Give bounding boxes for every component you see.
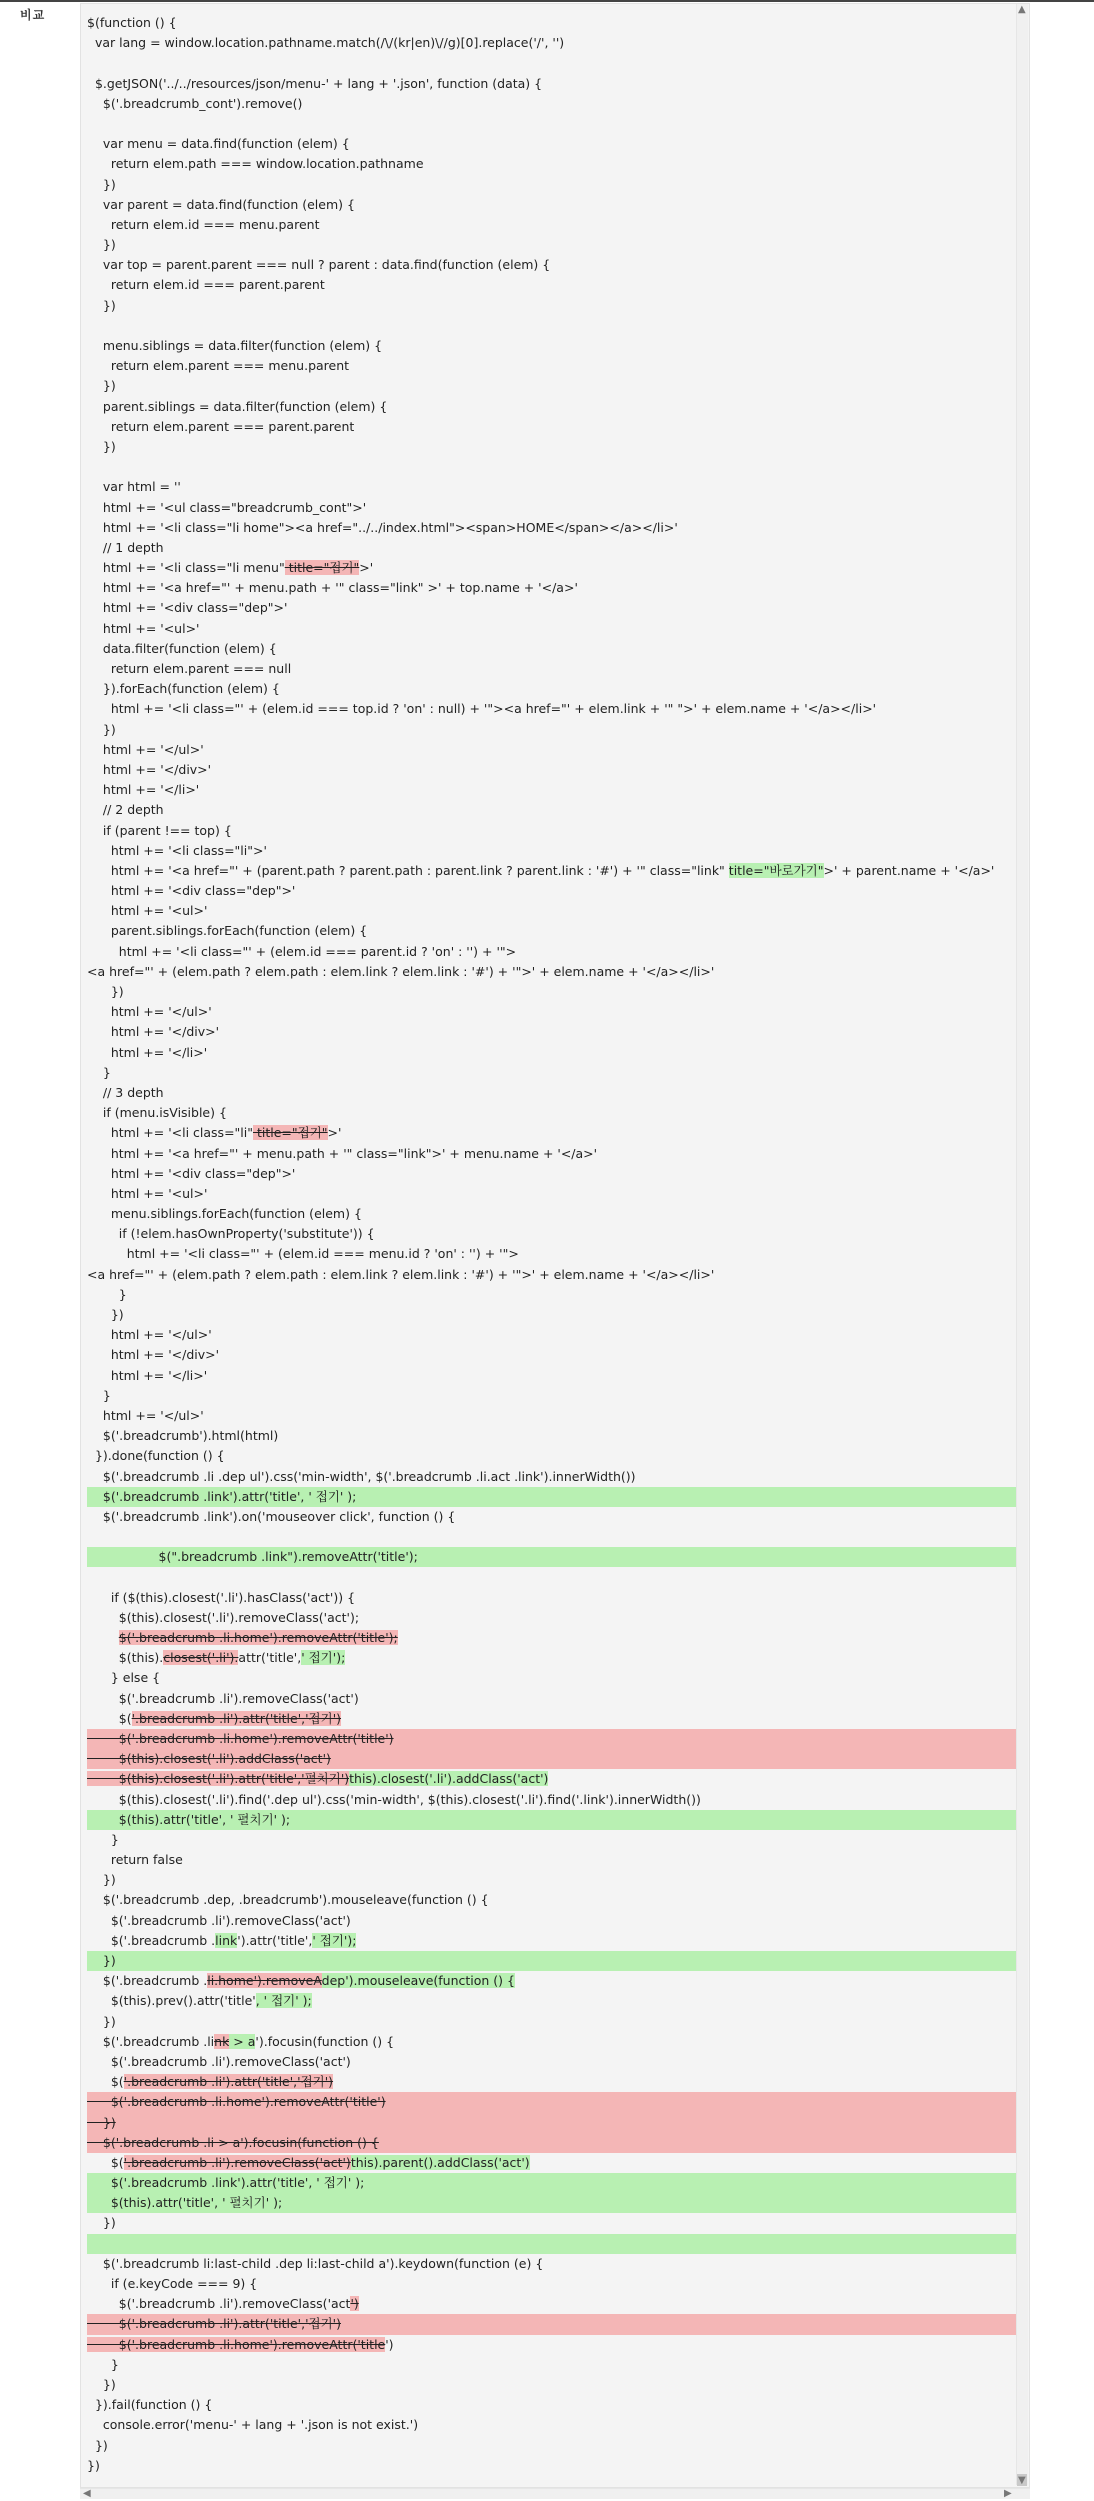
inserted-text: $(".breadcrumb .link").removeAttr('title'); [87,1549,418,1565]
code-text: $(this).prev().attr('title' [87,1993,256,2009]
code-line [87,659,1023,679]
deleted-text: }) [87,2114,116,2130]
code-line [87,1224,1023,1244]
code-text: html += '</div>' [87,1347,220,1363]
code-text: } [87,1286,127,1302]
code-line [87,1648,1023,1668]
code-line [87,1285,1023,1305]
code-text: html += '<li class="li menu" [87,560,285,576]
code-line [87,2213,1023,2233]
inserted-text: ); [347,1932,357,1948]
code-text: <a href="' + (elem.path ? elem.path : elem.link ? elem.link : '#') + '">' + elem.name + '</a></li>' [87,963,715,979]
code-line [87,1103,1023,1123]
code-text: } [87,1831,119,1847]
deleted-text: '.breadcrumb .li').removeClass('act') [123,2154,351,2170]
code-line [87,1325,1023,1345]
code-text: $('.breadcrumb .li [87,2033,215,2049]
inserted-text: this).closest('.li').addClass('act') [349,1771,549,1787]
code-line [87,1749,1023,1769]
code-line [87,1083,1023,1103]
code-text: }) [87,721,116,737]
code-text: } else { [87,1670,161,1686]
code-text: html += '</ul>' [87,741,204,757]
code-line [87,901,1023,921]
code-line [87,699,1023,719]
code-text: }) [87,2013,116,2029]
code-line [87,1951,1023,1971]
code-line [87,2375,1023,2395]
code-line [87,821,1023,841]
code-line [87,578,1023,598]
inserted-text: ' 접기' [301,1650,337,1666]
code-text: }) [87,2437,108,2453]
code-line [87,558,1023,578]
scroll-up-icon[interactable]: ▲ [1018,4,1026,15]
code-text: return elem.parent === parent.parent [87,418,355,434]
inserted-text: link [215,1932,238,1948]
code-text: if ($(this).closest('.li').hasClass('act')) { [87,1589,356,1605]
code-line [87,1164,1023,1184]
code-line [87,1244,1023,1264]
code-line [87,255,1023,275]
code-text: return elem.id === parent.parent [87,277,325,293]
scroll-right-icon[interactable]: ▶ [1004,2488,1012,2499]
code-line [87,1628,1023,1648]
inserted-text: dep').mouseleave(function () { [321,1973,515,1989]
inserted-text: $('.breadcrumb .link').attr('title', ' 접기' ); [87,2175,365,2191]
code-text: ').focusin(function () { [255,2033,395,2049]
code-text: $(function () { [87,15,177,30]
code-text: html += '<ul>' [87,1185,208,1201]
code-text: $(this). [87,1650,164,1666]
code-line [87,2092,1023,2112]
deleted-text: $('.breadcrumb .li').attr('title','접기') [87,2316,341,2332]
code-text: $('.breadcrumb .li').removeClass('act') [87,1912,351,1928]
code-line [87,13,1023,33]
code-line [87,2415,1023,2435]
code-line [87,1043,1023,1063]
code-line [87,215,1023,235]
code-text: // 1 depth [87,539,164,555]
code-line [87,1386,1023,1406]
code-line [87,53,1023,73]
code-line [87,1709,1023,1729]
code-text: html += '<ul class="breadcrumb_cont">' [87,499,367,515]
deleted-text: li.home').removeA [207,1973,322,1989]
code-line [87,1790,1023,1810]
code-line [87,154,1023,174]
code-line [87,2436,1023,2456]
deleted-text: $('.breadcrumb .li.home').removeAttr('title') [87,1730,394,1746]
code-text: $('.breadcrumb').html(html) [87,1428,279,1444]
code-text: html += '<a href="' + (parent.path ? parent.path : parent.link ? parent.link : '#') + '" class="link" [87,862,729,878]
code-text: }) [87,176,116,192]
code-line [87,1144,1023,1164]
code-line [87,1971,1023,1991]
code-text: var menu = data.find(function (elem) { [87,136,350,152]
code-line [87,275,1023,295]
code-text: ') [385,2336,394,2352]
code-line [87,1487,1023,1507]
deleted-text: title="접기" [253,1125,328,1141]
code-line [87,1870,1023,1890]
code-text: return elem.parent === menu.parent [87,358,350,374]
code-line [87,518,1023,538]
deleted-text: $('.breadcrumb .li.home').removeAttr('title') [87,2094,386,2110]
vertical-scrollbar[interactable] [1016,4,1028,2485]
code-text: html += '</div>' [87,1024,220,1040]
code-line [87,134,1023,154]
code-line [87,2113,1023,2133]
code-line [87,1507,1023,1527]
inserted-text: $(this).attr('title', ' 펼치기' ); [87,2195,283,2211]
code-line [87,336,1023,356]
code-line [87,2072,1023,2092]
code-text: html += '<div class="dep">' [87,1165,296,1181]
code-text: if (!elem.hasOwnProperty('substitute')) { [87,1226,375,1242]
code-text: }) [87,438,116,454]
code-text: }) [87,297,116,313]
code-text: return elem.path === window.location.pathname [87,156,424,172]
code-line [87,2193,1023,2213]
code-text: menu.siblings.forEach(function (elem) { [87,1206,362,1222]
code-text: $(this).closest('.li').find('.dep ul').css('min-width', $(this).closest('.li').find('.link').innerWidth()) [87,1791,701,1807]
code-text: html += '</li>' [87,1044,208,1060]
code-line [87,2012,1023,2032]
code-text: }) [87,237,116,253]
code-line [87,1063,1023,1083]
code-line [87,2294,1023,2314]
code-text: $('.breadcrumb .link').on('mouseover click', function () { [87,1508,456,1524]
code-text: }) [87,2457,100,2473]
code-text: html += '<ul>' [87,903,208,919]
code-text: // 3 depth [87,1084,164,1100]
code-text: $('.breadcrumb .li').removeClass('act [87,2296,351,2312]
code-text: }) [87,1307,124,1322]
code-line [87,841,1023,861]
code-text: html += '<li class="' + (elem.id === top.id ? 'on' : null) + '"><a href="' + elem.link + '" ">' + elem.name + '</a></li>' [87,701,877,717]
code-line [87,296,1023,316]
code-line [87,1022,1023,1042]
code-line [87,2032,1023,2052]
deleted-text: title="접기" [284,560,360,576]
code-text: html += '</ul>' [87,1004,212,1020]
inserted-text: ' 접기' [312,1932,348,1948]
code-text: console.error('menu-' + lang + '.json is not exist.') [87,2417,419,2433]
code-text: $('.breadcrumb . [87,1932,216,1948]
code-text: $('.breadcrumb_cont').remove() [87,95,303,111]
code-text: >' [359,560,374,576]
code-text: $.getJSON('../../resources/json/menu-' + lang + '.json', function (data) { [87,75,543,91]
code-line [87,639,1023,659]
deleted-text: $('.breadcrumb .li.home').removeAttr('title [87,2336,386,2352]
code-line [87,780,1023,800]
code-text: var top = parent.parent === null ? parent : data.find(function (elem) { [87,257,551,273]
code-line [87,921,1023,941]
code-text: }) [87,984,124,999]
code-text: $( [87,2074,124,2090]
code-line [87,1567,1023,1587]
code-text: html += '<li class="li" [87,1125,253,1141]
code-text: }) [87,378,116,394]
code-line [87,881,1023,901]
code-text: html += '</ul>' [87,1407,204,1423]
code-line [87,1890,1023,1910]
code-line [87,538,1023,558]
code-text: if (menu.isVisible) { [87,1105,227,1121]
code-text: html += '<li class="' + (elem.id === menu.id ? 'on' : '') + '"> [87,1246,519,1262]
code-text: } [87,1064,111,1080]
deleted-text: $(this).closest('.li').addClass('act') [87,1751,331,1767]
code-text: }) [87,2215,116,2231]
code-text: $( [87,1710,132,1726]
code-line [87,1729,1023,1749]
code-line [87,1931,1023,1951]
inserted-text [87,2236,95,2251]
code-text: $('.breadcrumb . [87,1973,208,1989]
code-line [87,619,1023,639]
code-text: html += '<a href="' + menu.path + '" class="link" >' + top.name + '</a>' [87,580,578,596]
code-line [87,598,1023,618]
inserted-text: }) [87,1953,116,1968]
code-text: >' [327,1125,342,1141]
code-line [87,2355,1023,2375]
code-line [87,235,1023,255]
code-text: $('.breadcrumb .li').removeClass('act') [87,2053,351,2069]
code-text: menu.siblings = data.filter(function (elem) { [87,338,383,353]
code-text: html += '</li>' [87,1367,208,1383]
code-text: ').attr('title', [237,1932,313,1948]
code-text: $( [87,2154,124,2170]
horizontal-scrollbar[interactable] [80,2488,1030,2499]
code-line [87,195,1023,215]
deleted-text: '.breadcrumb .li').attr('title','접기') [131,1710,342,1726]
code-line [87,2153,1023,2173]
diff-code-panel[interactable] [80,3,1030,2488]
code-text: // 2 depth [87,802,164,818]
code-line [87,114,1023,134]
code-text: attr('title', [238,1650,302,1666]
code-line [87,437,1023,457]
deleted-text: $('.breadcrumb .li.home').removeAttr('title'); [118,1630,398,1645]
code-text: }).fail(function () { [87,2397,213,2413]
code-text: $('.breadcrumb .li').removeClass('act') [87,1690,359,1706]
code-text: }).forEach(function (elem) { [87,681,280,697]
code-text: $(this).closest('.li').removeClass('act'); [87,1609,360,1625]
code-line [87,2052,1023,2072]
deleted-text: $('.breadcrumb .li > a').focusin(function () { [87,2134,379,2150]
code-line [87,1467,1023,1487]
code-line [87,861,1023,881]
code-text: parent.siblings = data.filter(function (elem) { [87,398,388,414]
code-line [87,800,1023,820]
scroll-left-icon[interactable]: ◀ [83,2488,91,2499]
code-block [87,13,1023,2476]
code-text: html += '<ul>' [87,620,200,636]
code-text: if (parent !== top) { [87,822,232,838]
code-text: if (e.keyCode === 9) { [87,2276,258,2291]
code-line [87,1184,1023,1204]
code-text: $('.breadcrumb li:last-child .dep li:last-child a').keydown(function (e) { [87,2255,544,2271]
code-line [87,1850,1023,1870]
code-line [87,417,1023,437]
code-line [87,2395,1023,2415]
code-line [87,356,1023,376]
code-line [87,1002,1023,1022]
code-text: var lang = window.location.pathname.match(/\/(kr|en)\//g)[0].replace('/', '') [87,35,565,51]
code-text: html += '</ul>' [87,1327,212,1343]
code-text: return elem.parent === null [87,661,292,676]
code-line [87,2314,1023,2334]
inserted-text: , ' 접기' ); [255,1993,312,2009]
code-line [87,316,1023,336]
code-text: html += '</li>' [87,782,200,798]
deleted-text: closest('.li'). [163,1650,239,1666]
code-line [87,1608,1023,1628]
code-text: >' + parent.name + '</a>' [823,862,995,878]
inserted-text: title="바로가기" [728,862,824,878]
code-line [87,1123,1023,1143]
code-line [87,1547,1023,1567]
code-text: html += '<div class="dep">' [87,600,288,616]
code-line [87,1810,1023,1830]
scroll-down-icon[interactable]: ▼ [1018,2475,1026,2486]
code-text: } [87,1387,111,1403]
code-text: return elem.id === menu.parent [87,216,320,232]
code-line [87,33,1023,53]
code-line [87,498,1023,518]
code-line [87,1911,1023,1931]
code-line [87,2274,1023,2294]
inserted-text: $('.breadcrumb .link').attr('title', ' 접기' ); [87,1488,357,1504]
code-text: }) [87,1872,116,1888]
code-line [87,2234,1023,2254]
code-line [87,982,1023,1002]
code-line [87,1991,1023,2011]
code-line [87,1345,1023,1365]
code-text: return false [87,1852,183,1868]
code-line [87,1366,1023,1386]
code-text: parent.siblings.forEach(function (elem) { [87,923,368,939]
code-line [87,376,1023,396]
code-text: data.filter(function (elem) { [87,640,277,656]
code-line [87,94,1023,114]
code-text: html += '</div>' [87,761,212,777]
code-line [87,740,1023,760]
code-text: }) [87,2376,116,2392]
code-line [87,1689,1023,1709]
code-line [87,942,1023,962]
inserted-text: ); [336,1650,346,1666]
deleted-text: $(this).closest('.li').attr('title','펼치기') [87,1771,350,1787]
deleted-text: '.breadcrumb .li').attr('title','접기') [123,2074,334,2090]
code-line [87,2456,1023,2476]
code-line [87,1668,1023,1688]
code-line [87,962,1023,982]
code-text: html += '<li class="li">' [87,842,267,858]
code-line [87,175,1023,195]
code-text: html += '<li class="li home"><a href="../../index.html"><span>HOME</span></a></li>' [87,519,678,535]
code-line [87,760,1023,780]
code-text: } [87,2356,119,2372]
code-text: var parent = data.find(function (elem) { [87,196,355,212]
code-text: html += '<li class="' + (elem.id === parent.id ? 'on' : '') + '"> [87,943,517,959]
code-line [87,2133,1023,2153]
code-line [87,2335,1023,2355]
code-text: html += '<a href="' + menu.path + '" class="link">' + menu.name + '</a>' [87,1145,598,1161]
deleted-text: nk [214,2033,230,2049]
code-text: var html = '' [87,479,181,495]
code-line [87,1588,1023,1608]
code-line [87,1769,1023,1789]
code-line [87,679,1023,699]
code-line [87,397,1023,417]
code-line [87,2254,1023,2274]
inserted-text: this).parent().addClass('act') [350,2154,530,2170]
deleted-text: ') [350,2296,359,2312]
code-line [87,74,1023,94]
code-line [87,1204,1023,1224]
inserted-text: > a [229,2033,256,2049]
code-line [87,1446,1023,1466]
code-text: <a href="' + (elem.path ? elem.path : elem.link ? elem.link : '#') + '">' + elem.name + '</a></li>' [87,1266,715,1282]
code-text: html += '<div class="dep">' [87,883,296,899]
code-line [87,2173,1023,2193]
code-line [87,1830,1023,1850]
code-line [87,1305,1023,1325]
code-line [87,457,1023,477]
code-text: $('.breadcrumb .li .dep ul').css('min-width', $('.breadcrumb .li.act .link').innerWidth()) [87,1468,636,1484]
code-text: $('.breadcrumb .dep, .breadcrumb').mouseleave(function () { [87,1892,489,1908]
code-line [87,477,1023,497]
code-text [87,1630,119,1645]
code-text: }).done(function () { [87,1448,225,1464]
code-line [87,1426,1023,1446]
code-line [87,1265,1023,1285]
compare-label: 비교 [20,8,46,22]
code-line [87,1406,1023,1426]
top-border [0,0,1094,2]
inserted-text: $(this).attr('title', ' 펼치기' ); [87,1811,291,1827]
code-line [87,1527,1023,1547]
code-line [87,720,1023,740]
